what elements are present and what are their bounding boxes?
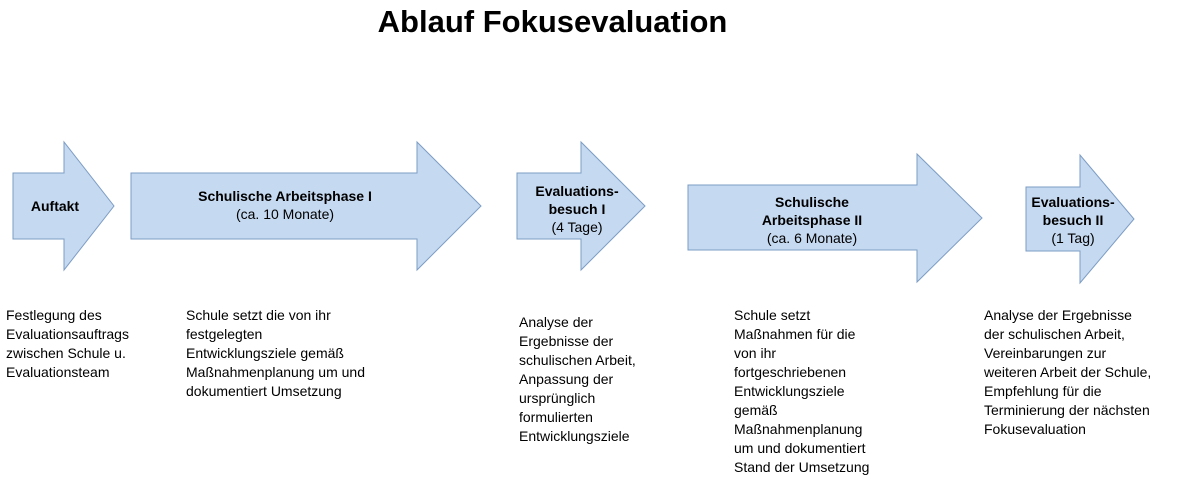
step-description-evaluationsbesuch-1: Analyse der Ergebnisse der schulischen Arbeit, Anpassung der ursprünglich formulierten Entwicklungsziele [519,314,636,444]
step-name [517,182,637,218]
step-duration: (ca. 10 Monate) [235,206,335,222]
step-label-auftakt [15,197,95,215]
diagram-title: Ablauf Fokusevaluation [377,4,728,39]
step-duration: (1 Tag) [1051,230,1095,246]
step-duration: (4 Tage) [551,219,603,235]
step-description-arbeitsphase-1: Schule setzt die von ihr festgelegten Entwicklungsziele gemäß Maßnahmenplanung um und dokumentiert Umsetzung [186,307,366,399]
step-description-evaluationsbesuch-2: Analyse der Ergebnisse der schulischen Arbeit, Vereinbarungen zur weiteren Arbeit der Schule, Empfehlung für die Terminierung der nächsten Fokusevaluation [984,307,1152,437]
step-label-arbeitsphase-1 [150,187,420,223]
step-description-auftakt: Festlegung des Evaluationsauftrags zwischen Schule u. Evaluationsteam [6,307,129,380]
step-name-line-1: Schulische [775,194,849,210]
step-name-line-2: besuch II [1042,212,1104,228]
step-label-arbeitsphase-2 [688,193,936,247]
step-name-line-2: Arbeitsphase II [761,212,863,228]
step-name: Auftakt [30,198,80,214]
step-name: Schulische Arbeitsphase I [198,188,372,204]
step-label-evaluationsbesuch-2 [1018,193,1128,247]
step-name [1018,193,1128,229]
step-description-arbeitsphase-2: Schule setzt Maßnahmen für die von ihr fortgeschriebenen Entwicklungsziele gemäß Maßnahmenplanung um und dokumentiert Stand der Umsetzung [734,307,870,475]
step-name-line-2: besuch I [548,201,606,217]
step-name [688,193,936,229]
step-duration: (ca. 6 Monate) [766,230,858,246]
step-name-line-1: Evaluations- [1031,194,1115,210]
step-label-evaluationsbesuch-1 [517,182,637,236]
step-name-line-1: Evaluations- [535,183,619,199]
